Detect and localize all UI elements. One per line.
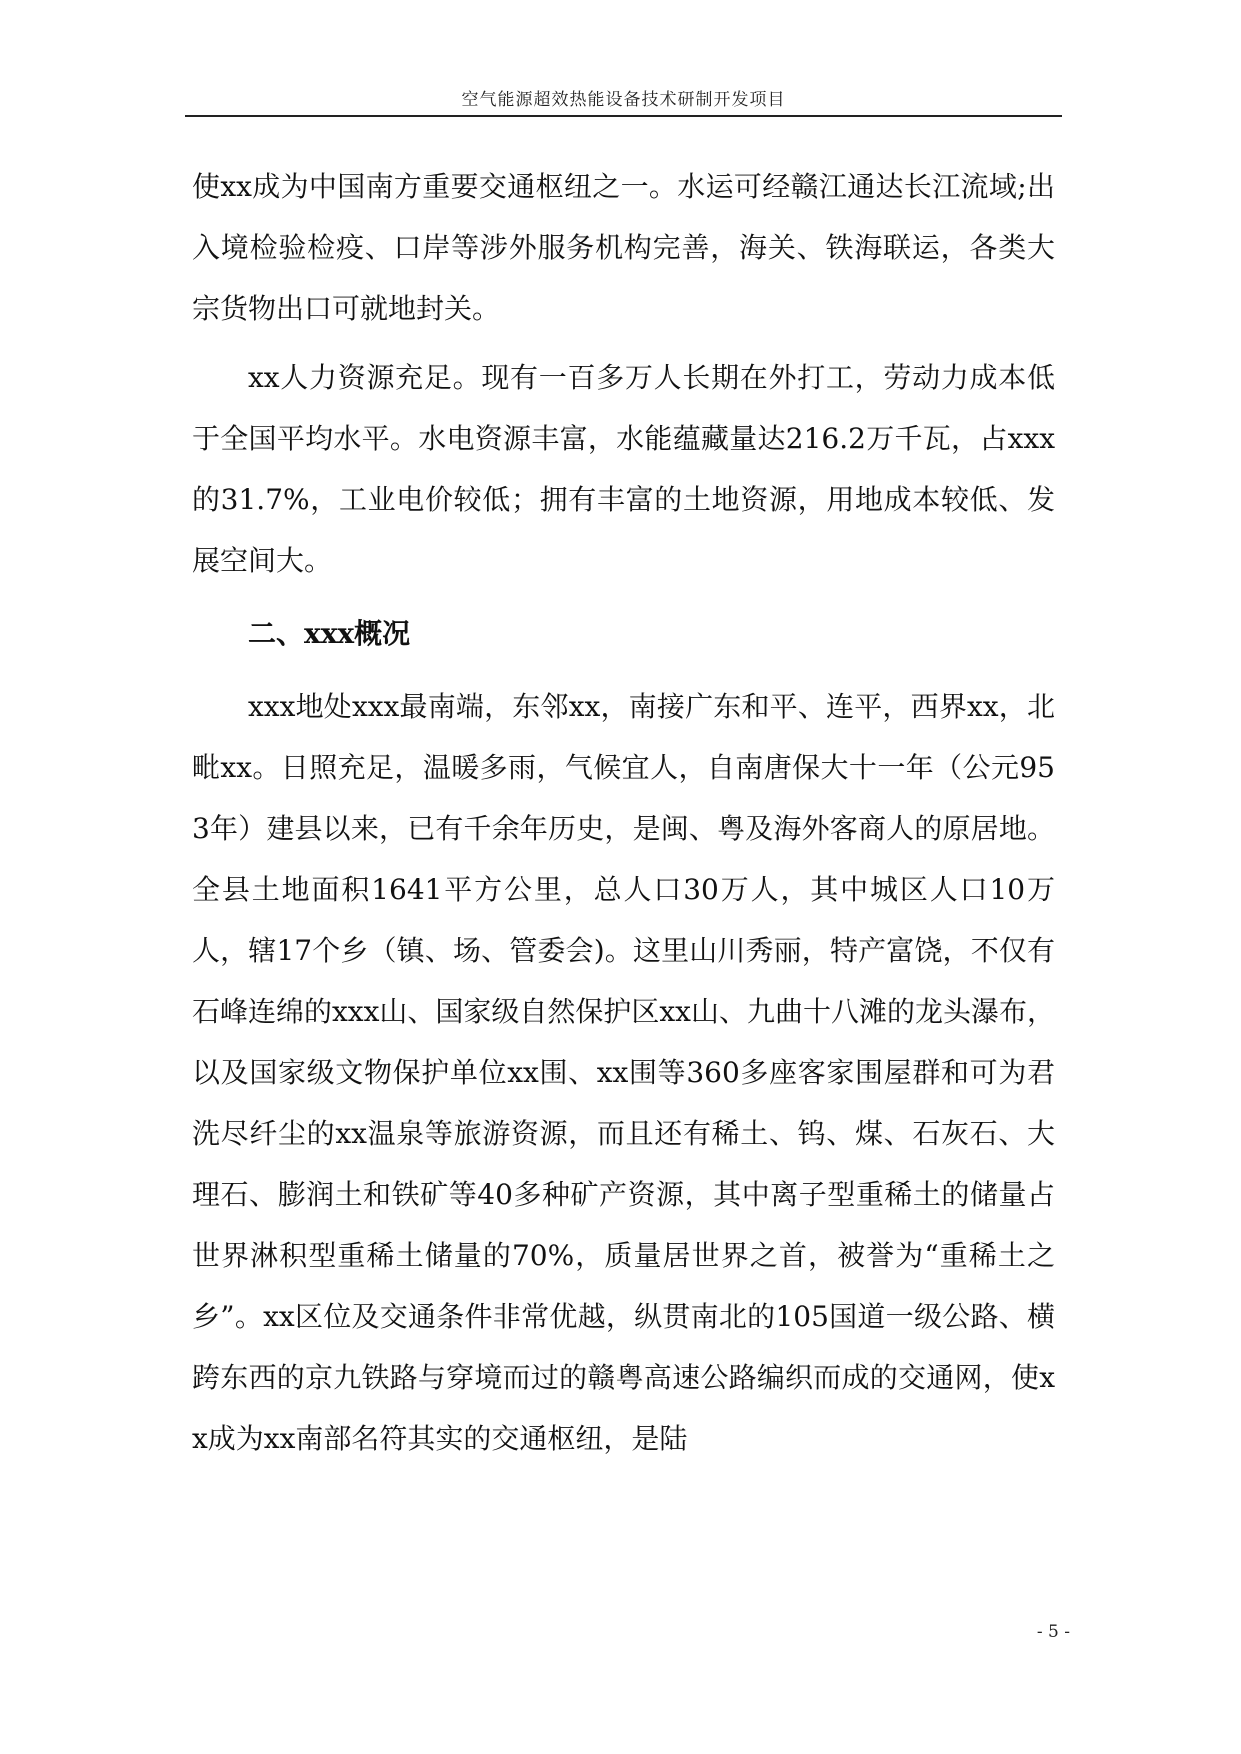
header-divider bbox=[185, 115, 1062, 117]
document-body bbox=[192, 156, 1055, 1469]
page-number: - 5 - bbox=[1036, 1622, 1070, 1642]
section-heading: 二、xxx概况 bbox=[248, 617, 411, 650]
page-header-title: 空气能源超效热能设备技术研制开发项目 bbox=[461, 90, 786, 110]
paragraph-human-resources: xx人力资源充足。现有一百多万人长期在外打工，劳动力成本低于全国平均水平。水电资源丰富，水能蕴藏量达216.2万千瓦，占xxx的31.7%，工业电价较低；拥有丰富的土地资源，用地成本较低、发展空间大。 bbox=[192, 361, 1055, 577]
paragraph-county-overview: xxx地处xxx最南端，东邻xx，南接广东和平、连平，西界xx，北毗xx。日照充足，温暖多雨，气候宜人，自南唐保大十一年（公元953年）建县以来，已有千余年历史，是闽、粤及海外客商人的原居地。全县土地面积1641平方公里，总人口30万人，其中城区人口10万人，辖17个乡（镇、场、管委会)。这里山川秀丽，特产富饶，不仅有石峰连绵的xxx山、国家级自然保护区xx山、九曲十八滩的龙头瀑布，以及国家级文物保护单位xx围、xx围等360多座客家围屋群和可为君洗尽纤尘的xx温泉等旅游资源，而且还有稀土、钨、煤、石灰石、大理石、膨润土和铁矿等40多种矿产资源，其中离子型重稀土的储量占世界淋积型重稀土储量的70%，质量居世界之首，被誉为“重稀土之乡”。xx区位及交通条件非常优越，纵贯南北的105国道一级公路、横跨东西的京九铁路与穿境而过的赣粤高速公路编织而成的交通网，使xx成为xx南部名符其实的交通枢纽，是陆 bbox=[192, 690, 1055, 1455]
paragraph-continuation: 使xx成为中国南方重要交通枢纽之一。水运可经赣江通达长江流域;出入境检验检疫、口岸等涉外服务机构完善，海关、铁海联运，各类大宗货物出口可就地封关。 bbox=[192, 170, 1055, 325]
